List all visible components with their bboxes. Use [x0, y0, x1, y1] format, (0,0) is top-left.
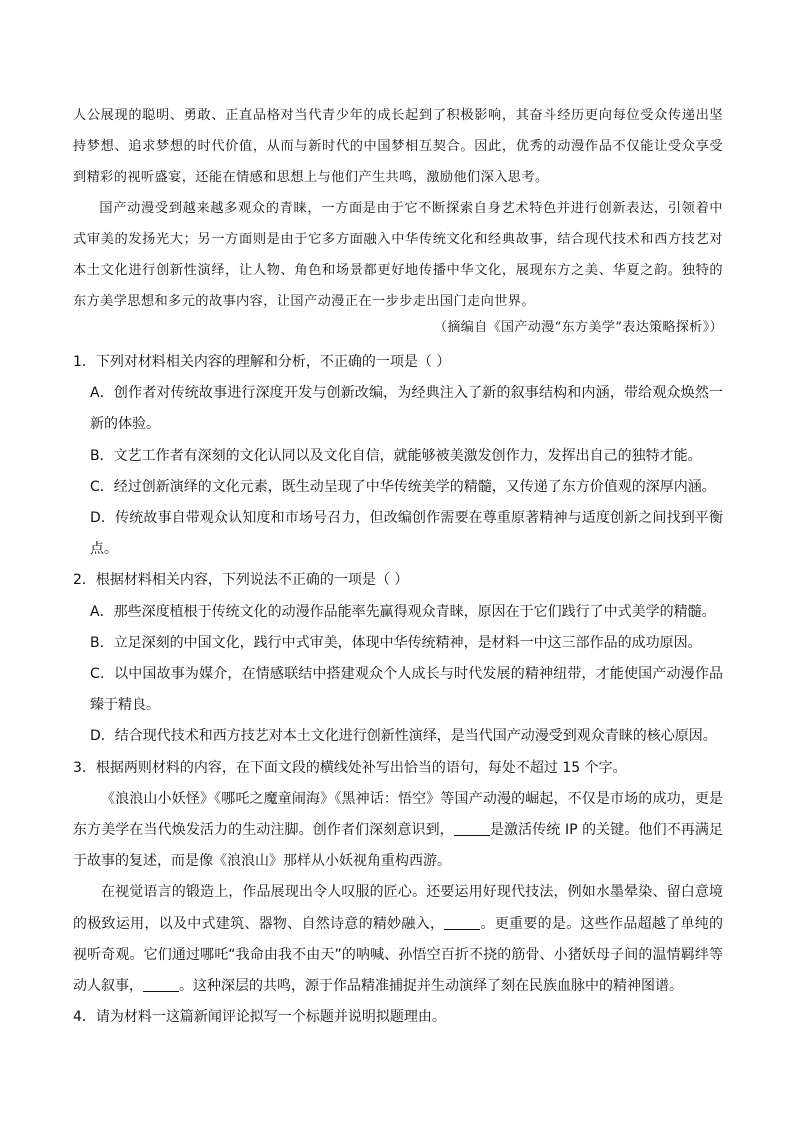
reading-passage: [73, 100, 723, 317]
fill-paragraph-1: [73, 784, 723, 878]
passage-paragraph-2: 国产动漫受到越来越多观众的青睐，一方面是由于它不断探索自身艺术特色并进行创新表达，引领着中式审美的发扬光大；另一方面则是由于它多方面融入中华传统文化和经典故事，结合现代技术和西方技艺对本土文化进行创新性演绎，让人物、角色和场景都更好地传播中华文化，展现东方之美、华夏之韵。独特的东方美学思想和多元的故事内容，让国产动漫正在一步步走出国门走向世界。: [73, 201, 723, 309]
question-stem: 2．根据材料相关内容，下列说法不正确的一项是（ ）: [73, 572, 409, 589]
option-c: C．经过创新演绎的文化元素，既生动呈现了中华传统美学的精髓，又传递了东方价值观的深厚内涵。: [90, 478, 716, 495]
passage-source: （摘编自《国产动漫“东方美学”表达策略探析》）: [434, 320, 723, 335]
answer-blank-3[interactable]: [143, 977, 179, 992]
question-stem: 3．根据两则材料的内容，在下面文段的横线处补写出恰当的语句，每处不超过 15 个字。: [73, 759, 627, 776]
option-c: C．以中国故事为媒介，在情感联结中搭建观众个人成长与时代发展的精神纽带，才能使国产动漫作品臻于精良。: [90, 666, 723, 714]
fill-text: 在视觉语言的锻造上，作品展现出令人叹服的匠心。还要运用好现代技法，例如水墨晕染、留白意境的极致运用，以及中式建筑、器物、自然诗意的精妙融入，: [73, 884, 723, 932]
fill-text: 是激活传统 IP 的关键。他们不再满足于故事的复述，而是像《浪浪山》那样从小妖视角重构西游。: [73, 822, 723, 870]
fill-text: 。更重要的是。这些作品超越了单纯的视听奇观。它们通过哪吒“我命由我不由天”的呐喊、孙悟空百折不挠的筋骨、小猪妖母子间的温情羁绊等动人叙事，: [73, 915, 724, 995]
fill-text: 。这种深层的共鸣，源于作品精准捕捉并生动演绎了刻在民族血脉中的精神图谱。: [179, 978, 683, 995]
fill-text: 《浪浪山小妖怪》《哪吒之魔童闹海》《黑神话：悟空》等国产动漫的崛起，不仅是市场的成功，更是东方美学在当代焕发活力的生动注脚。创作者们深刻意识到，: [73, 790, 723, 839]
option-b: B．立足深刻的中国文化，践行中式审美，体现中华传统精神，是材料一中这三部作品的成功原因。: [90, 634, 702, 651]
answer-blank-2[interactable]: [444, 915, 480, 930]
question-list: [73, 347, 723, 1033]
question-3: [73, 753, 723, 1003]
question-1: [73, 347, 723, 565]
option-b: B．文艺工作者有深刻的文化认同以及文化自信，就能够被美激发创作力，发挥出自己的独特才能。: [90, 447, 702, 464]
option-d: D．传统故事自带观众认知度和市场号召力，但改编创作需要在尊重原著精神与适度创新之间找到平衡点。: [90, 510, 723, 558]
passage-paragraph-1: 人公展现的聪明、勇敢、正直品格对当代青少年的成长起到了积极影响，其奋斗经历更向每位受众传递出坚持梦想、追求梦想的时代价值，从而与新时代的中国梦相互契合。因此，优秀的动漫作品不仅能让受众享受到精彩的视听盛宴，还能在情感和思想上与他们产生共鸣，激励他们深入思考。: [73, 108, 723, 185]
question-stem: 4．请为材料一这篇新闻评论拟写一个标题并说明拟题理由。: [73, 1009, 446, 1026]
question-stem: 1．下列对材料相关内容的理解和分析，不正确的一项是（ ）: [73, 354, 451, 370]
option-d: D．结合现代技术和西方技艺对本土文化进行创新性演绎，是当代国产动漫受到观众青睐的核心原因。: [90, 728, 717, 745]
answer-blank-1[interactable]: [454, 821, 490, 836]
question-4: [73, 1002, 723, 1033]
option-a: A．创作者对传统故事进行深度开发与创新改编，为经典注入了新的叙事结构和内涵，带给观众焕然一新的体验。: [90, 385, 723, 433]
question-2: [73, 565, 723, 752]
fill-paragraph-2: [73, 877, 723, 1002]
option-a: A．那些深度植根于传统文化的动漫作品能率先赢得观众青睐，原因在于它们践行了中式美学的精髓。: [90, 603, 716, 620]
